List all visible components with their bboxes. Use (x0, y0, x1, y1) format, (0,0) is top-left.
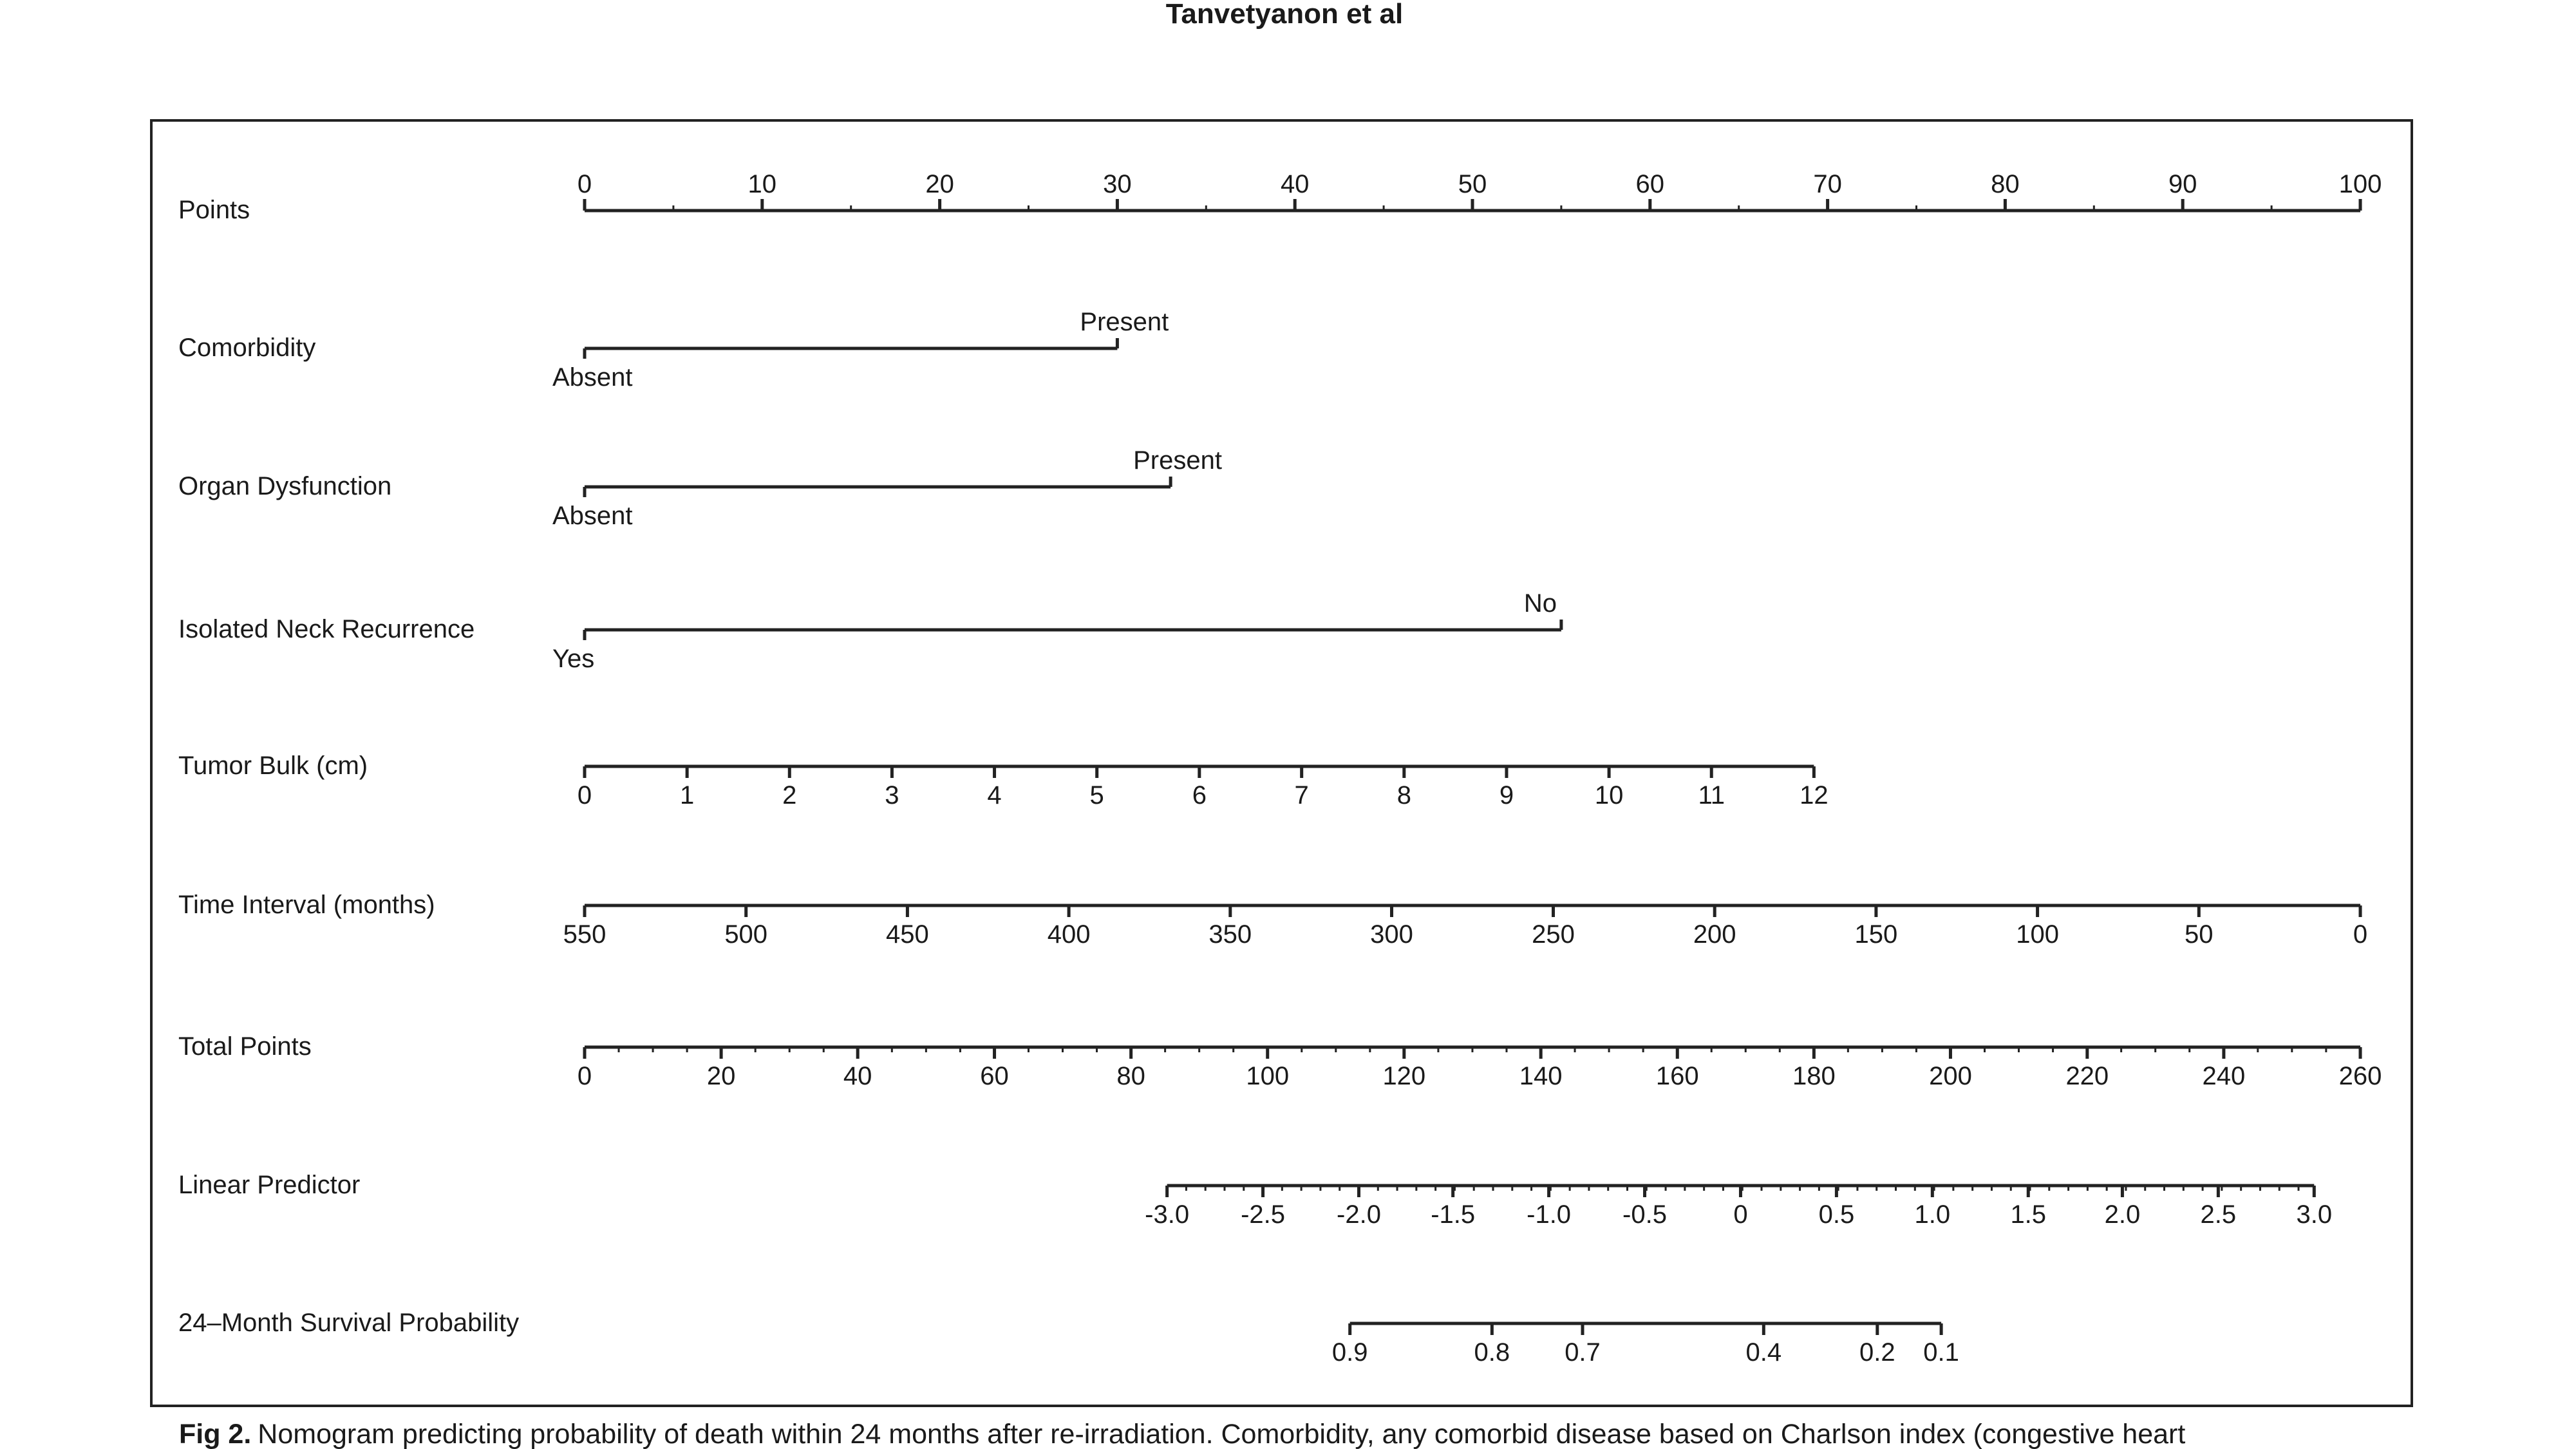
caption-text: Nomogram predicting probability of death within 24 months after re-irradiation. Comorbidity, any comorbid disease based on Charlson index (congestive heart (258, 1419, 2186, 1449)
points-tick-label-80: 80 (1991, 170, 2020, 198)
tumor-bulk-cm-tick-label-2: 2 (782, 781, 797, 810)
comorbidity-row-label: Comorbidity (178, 334, 316, 362)
linear-predictor-tick-label-2-5: 2.5 (2200, 1200, 2237, 1229)
total-points-tick-label-80: 80 (1116, 1062, 1145, 1090)
points-tick-label-0: 0 (577, 170, 592, 198)
tumor-bulk-cm-tick-label-5: 5 (1089, 781, 1104, 810)
time-interval-months-tick-label-550: 550 (563, 920, 606, 949)
tumor-bulk-cm-tick-label-8: 8 (1396, 781, 1411, 810)
linear-predictor-tick-label-0-5: -0.5 (1622, 1200, 1667, 1229)
total-points-tick-label-100: 100 (1246, 1062, 1290, 1090)
linear-predictor-tick-label-1-0: 1.0 (1914, 1200, 1951, 1229)
points-tick-label-60: 60 (1635, 170, 1665, 198)
time-interval-months-tick-label-150: 150 (1854, 920, 1898, 949)
tumor-bulk-cm-tick-label-12: 12 (1800, 781, 1829, 810)
24-month-survival-probability-row-label: 24–Month Survival Probability (178, 1309, 520, 1337)
total-points-tick-label-240: 240 (2202, 1062, 2246, 1090)
organ-dysfunction-level-present: Present (1133, 446, 1222, 475)
time-interval-months-tick-label-200: 200 (1693, 920, 1736, 949)
total-points-tick-label-180: 180 (1792, 1062, 1836, 1090)
time-interval-months-tick-label-450: 450 (886, 920, 929, 949)
time-interval-months-tick-label-400: 400 (1047, 920, 1091, 949)
total-points-row-label: Total Points (178, 1032, 312, 1061)
24-month-survival-probability-tick-label-0-4: 0.4 (1745, 1338, 1782, 1367)
total-points-tick-label-60: 60 (980, 1062, 1009, 1090)
time-interval-months-tick-label-500: 500 (724, 920, 768, 949)
linear-predictor-tick-label-2-0: -2.0 (1337, 1200, 1381, 1229)
linear-predictor-tick-label-1-5: -1.5 (1431, 1200, 1476, 1229)
points-tick-label-70: 70 (1813, 170, 1842, 198)
linear-predictor-tick-label-0: 0 (1733, 1200, 1748, 1229)
24-month-survival-probability-tick-label-0-8: 0.8 (1474, 1338, 1510, 1367)
total-points-tick-label-0: 0 (577, 1062, 592, 1090)
organ-dysfunction-level-absent: Absent (552, 502, 633, 530)
points-tick-label-20: 20 (925, 170, 954, 198)
isolated-neck-recurrence-level-yes: Yes (552, 645, 595, 673)
figure-caption (179, 1419, 2407, 1449)
organ-dysfunction-row-label: Organ Dysfunction (178, 472, 392, 500)
linear-predictor-tick-label-1-5: 1.5 (2010, 1200, 2047, 1229)
tumor-bulk-cm-tick-label-9: 9 (1499, 781, 1514, 810)
points-tick-label-10: 10 (747, 170, 777, 198)
linear-predictor-tick-label-2-0: 2.0 (2104, 1200, 2141, 1229)
time-interval-months-tick-label-250: 250 (1532, 920, 1575, 949)
linear-predictor-row-label: Linear Predictor (178, 1171, 361, 1199)
time-interval-months-tick-label-0: 0 (2353, 920, 2368, 949)
running-head: Tanvetyanon et al (1165, 0, 1404, 30)
time-interval-months-row-label: Time Interval (months) (178, 891, 435, 919)
tumor-bulk-cm-row-label: Tumor Bulk (cm) (178, 752, 368, 780)
linear-predictor-tick-label-1-0: -1.0 (1527, 1200, 1572, 1229)
time-interval-months-tick-label-350: 350 (1208, 920, 1252, 949)
total-points-tick-label-140: 140 (1519, 1062, 1563, 1090)
tumor-bulk-cm-tick-label-0: 0 (577, 781, 592, 810)
total-points-tick-label-40: 40 (843, 1062, 872, 1090)
time-interval-months-tick-label-300: 300 (1370, 920, 1413, 949)
tumor-bulk-cm-tick-label-1: 1 (680, 781, 695, 810)
linear-predictor-tick-label-3-0: 3.0 (2296, 1200, 2333, 1229)
tumor-bulk-cm-tick-label-6: 6 (1192, 781, 1207, 810)
24-month-survival-probability-tick-label-0-7: 0.7 (1565, 1338, 1601, 1367)
nomogram-frame (150, 119, 2413, 1407)
nomogram-chart (153, 122, 2411, 1405)
total-points-tick-label-20: 20 (706, 1062, 736, 1090)
isolated-neck-recurrence-level-no: No (1523, 589, 1557, 618)
points-row-label: Points (178, 196, 250, 224)
time-interval-months-tick-label-50: 50 (2185, 920, 2214, 949)
points-tick-label-50: 50 (1458, 170, 1487, 198)
tumor-bulk-cm-tick-label-4: 4 (987, 781, 1002, 810)
comorbidity-level-present: Present (1080, 308, 1169, 336)
total-points-tick-label-120: 120 (1382, 1062, 1426, 1090)
time-interval-months-tick-label-100: 100 (2016, 920, 2059, 949)
tumor-bulk-cm-tick-label-10: 10 (1594, 781, 1624, 810)
linear-predictor-tick-label-2-5: -2.5 (1241, 1200, 1286, 1229)
linear-predictor-tick-label-0-5: 0.5 (1818, 1200, 1855, 1229)
24-month-survival-probability-tick-label-0-9: 0.9 (1331, 1338, 1368, 1367)
total-points-tick-label-220: 220 (2065, 1062, 2109, 1090)
total-points-tick-label-260: 260 (2338, 1062, 2382, 1090)
comorbidity-level-absent: Absent (552, 363, 633, 392)
total-points-tick-label-200: 200 (1929, 1062, 1972, 1090)
points-tick-label-40: 40 (1280, 170, 1310, 198)
tumor-bulk-cm-tick-label-11: 11 (1698, 781, 1725, 810)
linear-predictor-tick-label-3-0: -3.0 (1145, 1200, 1190, 1229)
points-tick-label-90: 90 (2168, 170, 2197, 198)
24-month-survival-probability-tick-label-0-2: 0.2 (1859, 1338, 1895, 1367)
tumor-bulk-cm-tick-label-7: 7 (1294, 781, 1309, 810)
tumor-bulk-cm-tick-label-3: 3 (885, 781, 899, 810)
points-tick-label-100: 100 (2338, 170, 2382, 198)
total-points-tick-label-160: 160 (1655, 1062, 1699, 1090)
isolated-neck-recurrence-row-label: Isolated Neck Recurrence (178, 615, 475, 643)
points-tick-label-30: 30 (1103, 170, 1132, 198)
24-month-survival-probability-tick-label-0-1: 0.1 (1923, 1338, 1959, 1367)
caption-label: Fig 2. (179, 1419, 252, 1449)
